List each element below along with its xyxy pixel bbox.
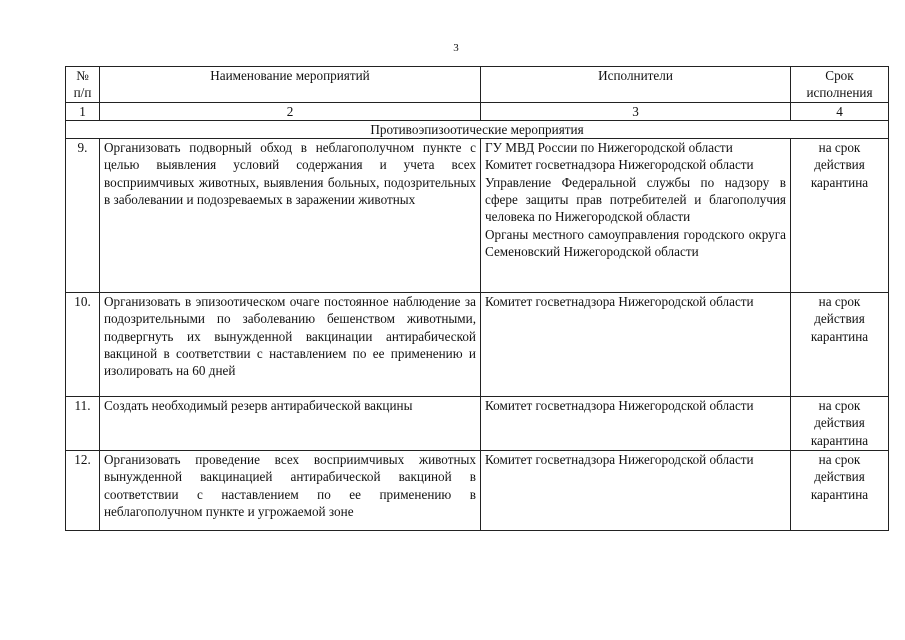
page-number: 3 bbox=[453, 42, 459, 54]
row-action: Создать необходимый резерв антирабической вакцины bbox=[100, 397, 481, 451]
table-row bbox=[66, 397, 889, 451]
executor-item: Комитет госветнадзора Нижегородской области bbox=[485, 398, 754, 414]
table-row bbox=[66, 451, 889, 531]
row-action: Организовать проведение всех восприимчивых животных вынужденной вакцинацией антирабической вакциной в соответствии с наставлением по ее применению в неблагополучном пункте и угрожаемой зоне bbox=[100, 451, 481, 531]
row-number: 12. bbox=[66, 451, 100, 531]
row-number: 9. bbox=[66, 139, 100, 293]
column-numbering-row bbox=[66, 102, 889, 120]
executor-item: Комитет госветнадзора Нижегородской области bbox=[485, 157, 754, 173]
row-action: Организовать подворный обход в неблагополучном пункте с целью выявления условий содержания и учета всех восприимчивых животных, выявления больных, подозрительных в заболевании и подозреваемых в заражении животных bbox=[100, 139, 481, 293]
row-action: Организовать в эпизоотическом очаге постоянное наблюдение за подозрительными по заболеванию бешенством животными, подвергнуть их вынужденной вакцинации антирабической вакциной в соответствии с наставлением по ее применению и изолировать на 60 дней bbox=[100, 293, 481, 397]
row-executors bbox=[481, 397, 791, 451]
row-term: на срок действия карантина bbox=[791, 293, 889, 397]
section-title: Противоэпизоотические мероприятия bbox=[66, 120, 889, 138]
column-number-2: 2 bbox=[100, 102, 481, 120]
executor-item: Комитет госветнадзора Нижегородской области bbox=[485, 452, 754, 468]
executor-item: ГУ МВД России по Нижегородской области bbox=[485, 140, 733, 156]
executor-item: Комитет госветнадзора Нижегородской области bbox=[485, 294, 754, 310]
section-row bbox=[66, 120, 889, 138]
table-row bbox=[66, 293, 889, 397]
column-number-4: 4 bbox=[791, 102, 889, 120]
row-number: 11. bbox=[66, 397, 100, 451]
header-executors: Исполнители bbox=[481, 67, 791, 103]
column-number-3: 3 bbox=[481, 102, 791, 120]
executor-item: Органы местного самоуправления городского округа Семеновский Нижегородской области bbox=[485, 226, 786, 259]
table-row bbox=[66, 139, 889, 293]
row-executors bbox=[481, 451, 791, 531]
table-header-row bbox=[66, 67, 889, 103]
row-number: 10. bbox=[66, 293, 100, 397]
header-action: Наименование мероприятий bbox=[100, 67, 481, 103]
executor-item: Управление Федеральной службы по надзору в сфере защиты прав потребителей и благополучия человека по Нижегородской области bbox=[485, 174, 786, 225]
row-term: на срок действия карантина bbox=[791, 451, 889, 531]
header-number: № п/п bbox=[66, 67, 100, 103]
row-term: на срок действия карантина bbox=[791, 139, 889, 293]
row-executors bbox=[481, 293, 791, 397]
row-term: на срок действия карантина bbox=[791, 397, 889, 451]
header-term: Срок исполнения bbox=[791, 67, 889, 103]
row-executors bbox=[481, 139, 791, 293]
measures-table bbox=[65, 66, 889, 531]
column-number-1: 1 bbox=[66, 102, 100, 120]
